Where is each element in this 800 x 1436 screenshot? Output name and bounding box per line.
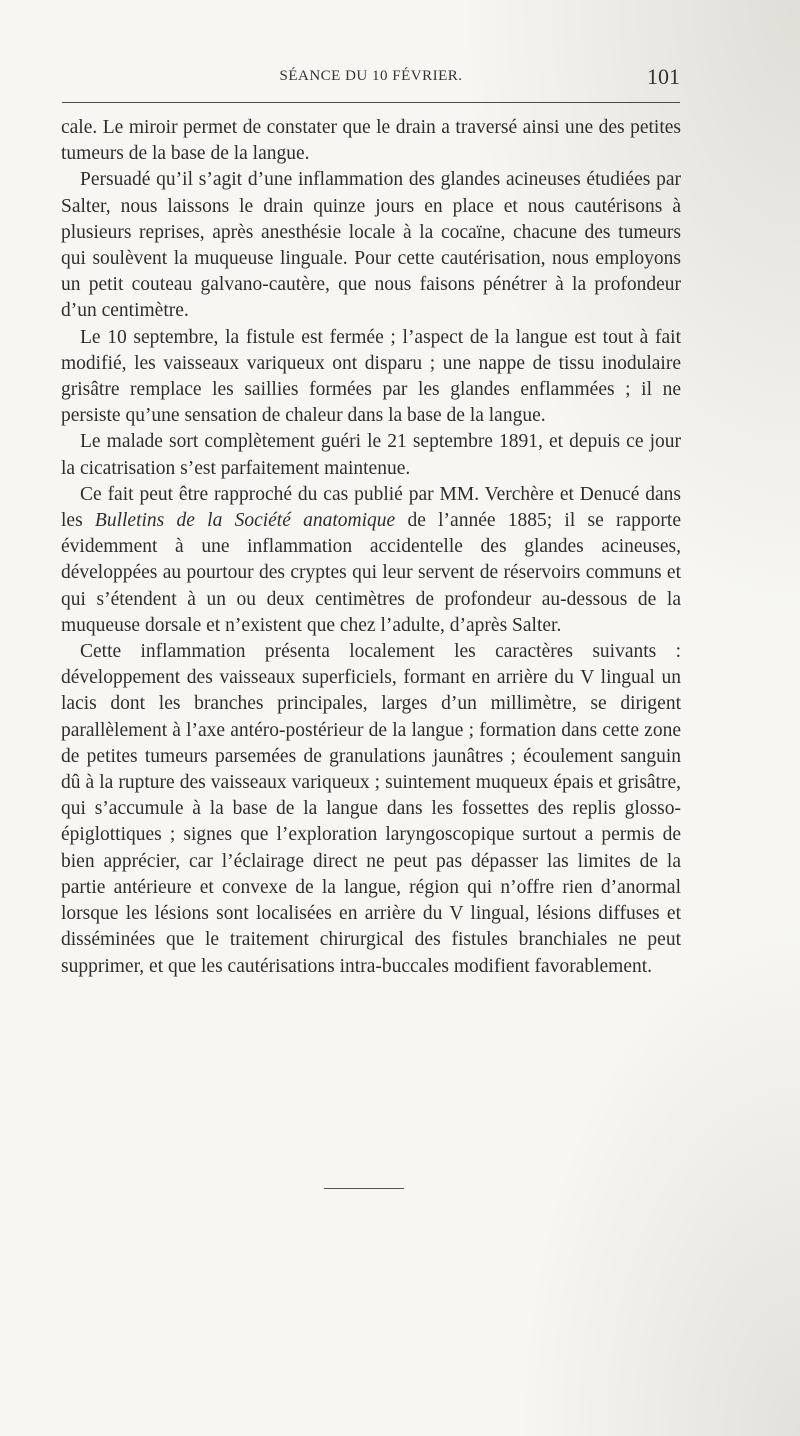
running-head: SÉANCE DU 10 FÉVRIER. <box>279 68 463 84</box>
paragraph-2: Persuadé qu’il s’agit d’une inflammation des glandes acineuses étudiées par Salter, nous laissons le drain quinze jours en place et nous cautérisons à plusieurs reprises, après anesthésie locale à la cocaïne, chacune des tumeurs qui soulèvent la muqueuse linguale. Pour cette cautérisation, nous employons un petit couteau galvano-cautère, que nous faisons pénétrer à la profondeur d’un centimètre. <box>61 169 681 322</box>
paragraph-5-text-after: de l’année 1885; il se rapporte évidemment à une inflammation accidentelle des glandes acineuses, développées au pourtour des cryptes qui leur servent de réservoirs communs et qui s’étendent à un ou deux centimètres de profondeur au-dessous de la muqueuse dorsale et n’existent que chez l’adulte, d’après Salter. <box>61 510 681 636</box>
journal-title: Bulletins de la Société anatomique <box>94 510 396 532</box>
paragraph-1: cale. Le miroir permet de constater que le drain a traversé ainsi une des petites tumeurs de la base de la langue. <box>61 117 681 165</box>
header-rule <box>62 102 680 103</box>
paragraph-6: Cette inflammation présenta localement les caractères suivants : développement des vaisseaux superficiels, formant en arrière du V lingual un lacis dont les branches principales, larges d’un millimètre, se dirigent parallèlement à l’axe antéro-postérieur de la langue ; formation dans cette zone de petites tumeurs parsemées de granulations jaunâtres ; écoulement sanguin dû à la rupture des vaisseaux variqueux ; suintement muqueux épais et grisâtre, qui s’accumule à la base de la langue dans les fossettes des replis glosso-épiglottiques ; signes que l’exploration laryngoscopique surtout a permis de bien apprécier, car l’éclairage direct ne peut pas dépasser las limites de la partie antérieure et convexe de la langue, région qui n’offre rien d’anormal lorsque les lésions sont localisées en arrière du V lingual, lésions diffuses et disséminées que le traitement chirurgical des fistules branchiales ne peut supprimer, et que les cautérisations intra-buccales modifient favorablement. <box>61 641 681 977</box>
end-rule <box>324 1188 404 1189</box>
paragraph-3: Le 10 septembre, la fistule est fermée ; l’aspect de la langue est tout à fait modifié, les vaisseaux variqueux ont disparu ; une nappe de tissu inodulaire grisâtre remplace les saillies formées par les glandes enflammées ; il ne persiste qu’une sensation de chaleur dans la base de la langue. <box>61 326 681 427</box>
body-text <box>61 115 681 980</box>
paragraph-4: Le malade sort complètement guéri le 21 septembre 1891, et depuis ce jour la cicatrisation s’est parfaitement maintenue. <box>61 431 681 479</box>
paragraph-5 <box>61 482 681 639</box>
page-number: 101 <box>647 64 680 89</box>
paragraph-5-text-before: Ce fait peut être rapproché du cas publié par MM. Verchère et Denucé dans les <box>61 483 681 532</box>
page-header <box>62 64 680 94</box>
